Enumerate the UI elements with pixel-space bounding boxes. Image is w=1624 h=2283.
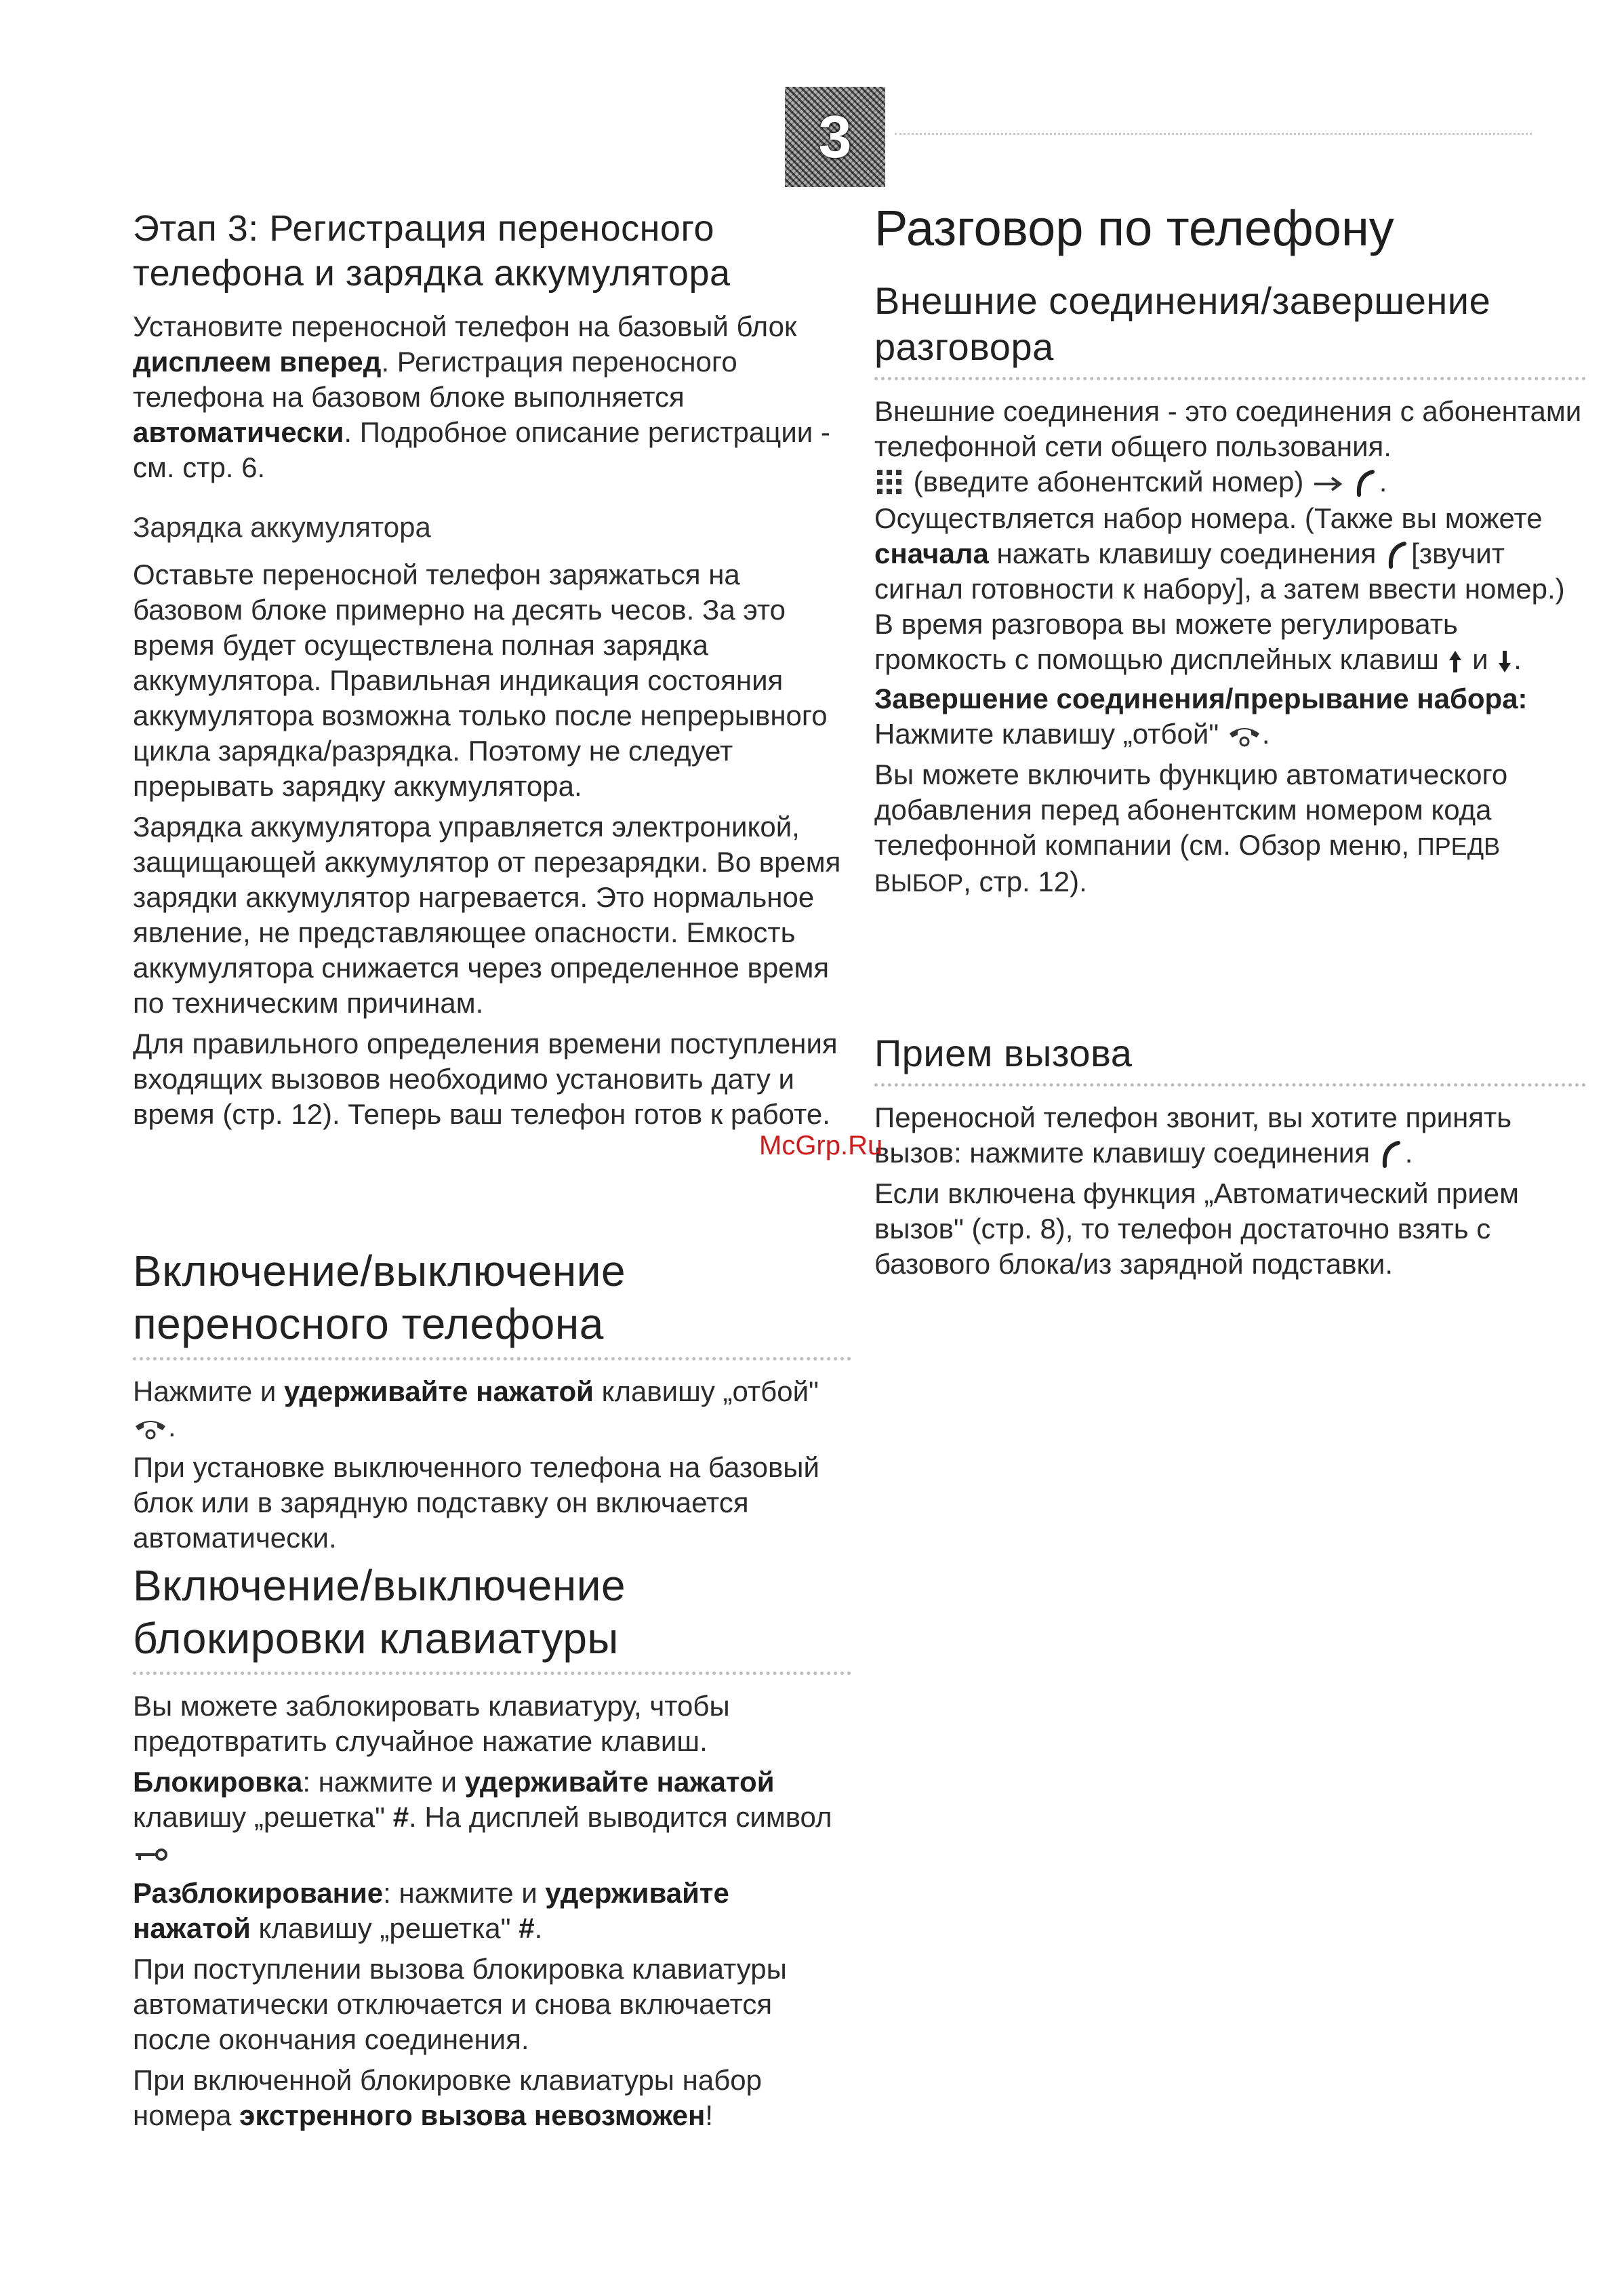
receive-title: Прием вызова: [874, 1032, 1133, 1074]
charging-paragraph-2: Зарядка аккумулятора управляется электроникой, защищающей аккумулятор от перезарядки. Во время зарядки аккумулятор нагревается. Это нормальное явление, не представляющее опасности. Емкость аккумулятора снижается через определенное время по техническим причинам.: [133, 811, 841, 1019]
external-paragraph-3: Осуществляется набор номера. (Также вы можете сначала нажать клавишу соединения [звучит сигнал готовности к набору], а затем ввести номер.) В время разговора вы можете регулировать громкость с помощью дисплейных клавиш и .: [874, 502, 1565, 675]
lock-section: [133, 1559, 851, 2133]
charging-title: Зарядка аккумулятора: [133, 511, 431, 543]
charging-paragraph-3: Для правильного определения времени поступления входящих вызовов необходимо установить дату и время (стр. 12). Теперь ваш телефон готов к работе.: [133, 1028, 838, 1130]
power-title: Включение/выключение переносного телефона: [133, 1247, 626, 1348]
step3-heading: [133, 206, 851, 296]
arrow-up-icon: [1446, 648, 1464, 675]
keypad-icon: [874, 467, 906, 501]
receive-paragraph-2: Если включена функция „Автоматический прием вызов" (стр. 8), то телефон достаточно взять с базового блока/из зарядной подставки.: [874, 1177, 1519, 1280]
watermark-text: McGrp.Ru: [759, 1131, 883, 1160]
receive-paragraph-1: Переносной телефон звонит, вы хотите принять вызов: нажмите клавишу соединения .: [874, 1102, 1512, 1169]
header-rule: [895, 133, 1532, 135]
page-number-badge: [785, 87, 885, 187]
lock-paragraph-4: При поступлении вызова блокировка клавиатуры автоматически отключается и снова включается после окончания соединения.: [133, 1953, 787, 2055]
external-section: [874, 278, 1586, 901]
end-call-key-icon: [133, 1417, 168, 1441]
step3-paragraph: Установите переносной телефон на базовый блок дисплеем вперед. Регистрация переносного телефона на базовом блоке выполняется автоматически. Подробное описание регистрации - см. стр. 6.: [133, 310, 830, 483]
arrow-right-icon: [1312, 474, 1344, 494]
power-title-rule: [133, 1357, 851, 1360]
lock-title-rule: [133, 1672, 851, 1675]
talk-heading: [874, 198, 1586, 259]
end-call-key-icon: [1227, 724, 1262, 748]
lock-title: Включение/выключение блокировки клавиатуры: [133, 1561, 626, 1663]
step3-intro: [133, 309, 851, 485]
end-call-paragraph-2: Вы можете включить функцию автоматического добавления перед абонентским номером кода телефонной компании (см. Обзор меню, ПРЕДВ ВЫБОР, стр. 12).: [874, 758, 1508, 897]
lock-paragraph-5: При включенной блокировке клавиатуры набор номера экстренного вызова невозможен!: [133, 2064, 762, 2131]
charging-heading: [133, 508, 851, 546]
external-dial-line: (введите абонентский номер) .: [874, 464, 1586, 501]
external-title: Внешние соединения/завершение разговора: [874, 279, 1491, 368]
arrow-down-icon: [1496, 648, 1514, 675]
page-number: 3: [818, 103, 852, 170]
power-section: [133, 1245, 851, 1556]
end-call-paragraph-1: Нажмите клавишу „отбой" .: [874, 717, 1270, 750]
lock-paragraph-3: Разблокирование: нажмите и удерживайте нажатой клавишу „решетка" #.: [133, 1877, 729, 1944]
end-call-title: Завершение соединения/прерывание набора:: [874, 682, 1528, 714]
talk-key-icon: [1378, 1140, 1405, 1170]
power-paragraph-1: Нажмите и удерживайте нажатой клавишу „отбой" .: [133, 1375, 819, 1442]
talk-key-icon: [1352, 469, 1379, 499]
receive-title-rule: [874, 1083, 1586, 1087]
power-paragraph-2: При установке выключенного телефона на базовый блок или в зарядную подставку он включается автоматически.: [133, 1451, 819, 1554]
receive-section: [874, 1030, 1586, 1282]
talk-title: Разговор по телефону: [874, 200, 1394, 256]
charging-paragraph-1: Оставьте переносной телефон заряжаться на базовом блоке примерно на десять чесов. За это время будет осуществлена полная зарядка аккумулятора. Правильная индикация состояния аккумулятора возможна только после непрерывного цикла зарядка/разрядка. Поэтому не следует прерывать зарядку аккумулятора.: [133, 559, 828, 802]
step3-title: Этап 3: Регистрация переносного телефона и зарядка аккумулятора: [133, 208, 731, 294]
external-paragraph-1: Внешние соединения - это соединения с абонентами телефонной сети общего пользования.: [874, 395, 1582, 462]
charging-section: [133, 557, 851, 1132]
lock-paragraph-2: Блокировка: нажмите и удерживайте нажатой клавишу „решетка" #. На дисплей выводится символ: [133, 1764, 851, 1870]
talk-key-icon: [1384, 541, 1411, 571]
key-lock-icon: [133, 1844, 169, 1865]
external-title-rule: [874, 377, 1586, 380]
lock-paragraph-1: Вы можете заблокировать клавиатуру, чтобы предотвратить случайное нажатие клавиш.: [133, 1690, 730, 1757]
